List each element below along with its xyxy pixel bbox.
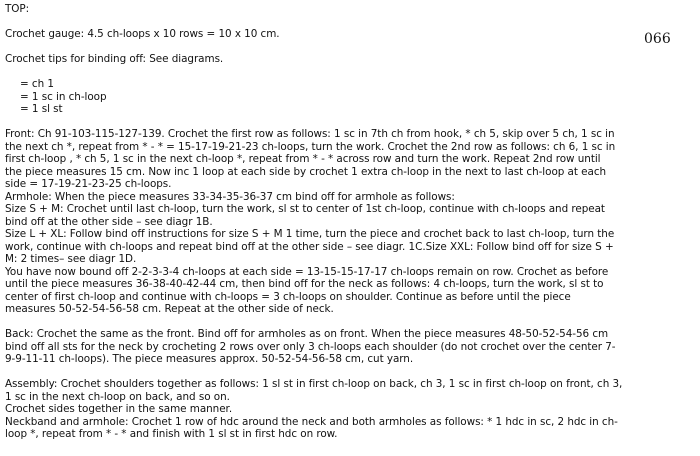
symbol-text: = 1 sl st xyxy=(20,103,63,115)
symbol-row-sc xyxy=(5,91,695,104)
assembly-line: loop *, repeat from * - * and finish with 1 sl st in first hdc on row. xyxy=(5,428,338,440)
neckband-line: Neckband and armhole: Crochet 1 row of hdc around the neck and both armholes as follows: * 1 hdc in sc, 2 hdc in ch- xyxy=(5,415,618,428)
front-line: Front: Ch 91-103-115-127-139. Crochet the first row as follows: 1 sc in 7th ch from hook, * ch 5, skip over 5 ch, 1 sc in xyxy=(5,128,615,140)
gauge-text: Crochet gauge: 4.5 ch-loops x 10 rows = 10 x 10 cm. xyxy=(5,28,280,40)
page-number: 066 xyxy=(644,31,671,47)
front-line: the piece measures 15 cm. Now inc 1 loop at each side by crochet 1 extra ch-loop in the next to last ch-loop at each xyxy=(5,165,607,178)
symbol-row-slst xyxy=(5,103,695,116)
armhole-line: Armhole: When the piece measures 33-34-35-36-37 cm bind off for armhole as follows: xyxy=(5,190,455,203)
back-section xyxy=(5,328,695,366)
front-line: measures 50-52-54-56-58 cm. Repeat at the other side of neck. xyxy=(5,303,334,315)
front-section xyxy=(5,128,695,316)
front-line: the next ch *, repeat from * - * = 15-17-19-21-23 ch-loops, turn the work. Crochet the 2nd row as follows: ch 6, 1 sc in xyxy=(5,140,616,153)
front-line: first ch-loop , * ch 5, 1 sc in the next ch-loop *, repeat from * - * across row and turn the work. Repeat 2nd row until xyxy=(5,153,601,165)
assembly-line: Assembly: Crochet shoulders together as follows: 1 sl st in first ch-loop on back, ch 3, 1 sc in first ch-loop on front, ch 3, xyxy=(5,378,623,390)
top-label: TOP: xyxy=(5,3,30,15)
tips-text: Crochet tips for binding off: See diagrams. xyxy=(5,53,224,65)
back-line: 9-9-11-11 ch-loops). The piece measures approx. 50-52-54-56-58 cm, cut yarn. xyxy=(5,353,414,365)
assembly-line: 1 sc in the next ch-loop on back, and so on. xyxy=(5,390,230,403)
front-line: bind off at the other side – see diagr 1B. xyxy=(5,215,213,228)
front-line: work, continue with ch-loops and repeat bind off at the other side – see diagr. 1C.Size XXL: Follow bind off for size S + xyxy=(5,240,614,253)
front-line: You have now bound off 2-2-3-3-4 ch-loops at each side = 13-15-15-17-17 ch-loops remain on row. Crochet as before xyxy=(5,265,609,278)
front-line: until the piece measures 36-38-40-42-44 cm, then bind off for the neck as follows: 4 ch-loops, turn the work, sl st to xyxy=(5,278,604,290)
front-line: Size L + XL: Follow bind off instructions for size S + M 1 time, turn the piece and crochet back to last ch-loop, turn the xyxy=(5,228,615,240)
assembly-line: Crochet sides together in the same manner. xyxy=(5,403,233,415)
symbol-legend xyxy=(5,78,695,116)
symbol-text: = ch 1 xyxy=(20,78,54,90)
pattern-document xyxy=(5,3,695,441)
front-line: side = 17-19-21-23-25 ch-loops. xyxy=(5,178,172,190)
back-line: bind off all sts for the neck by crocheting 2 rows over only 3 ch-loops each shoulder (do not crochet over the center 7- xyxy=(5,340,616,353)
front-line: center of first ch-loop and continue with ch-loops = 3 ch-loops on shoulder. Continue as before until the piece xyxy=(5,290,571,303)
assembly-section xyxy=(5,378,695,441)
symbol-row-chain xyxy=(5,78,695,91)
symbol-text: = 1 sc in ch-loop xyxy=(20,90,107,103)
back-line: Back: Crochet the same as the front. Bind off for armholes as on front. When the piece measures 48-50-52-54-56 cm xyxy=(5,328,609,340)
front-line: Size S + M: Crochet until last ch-loop, turn the work, sl st to center of 1st ch-loop, continue with ch-loops and repeat xyxy=(5,203,605,215)
front-line: M: 2 times– see diagr 1D. xyxy=(5,253,137,265)
